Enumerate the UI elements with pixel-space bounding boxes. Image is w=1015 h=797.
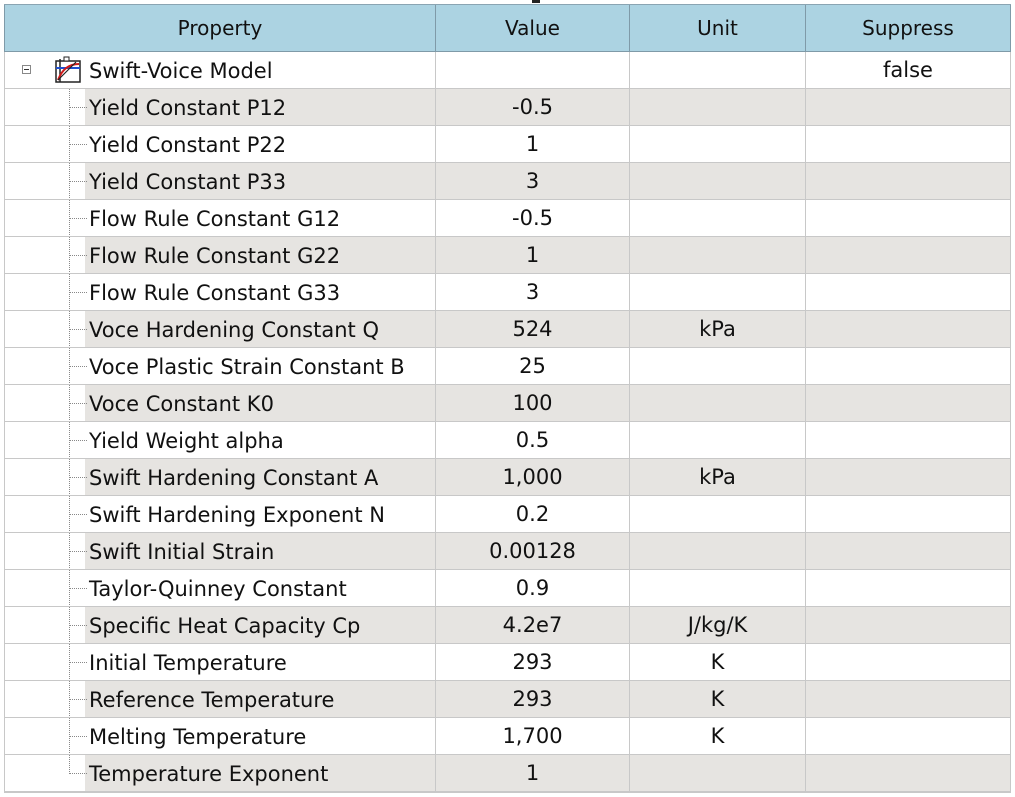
grid-bottom-border	[4, 792, 1011, 793]
property-name-cell[interactable]	[4, 496, 436, 533]
property-value-cell[interactable]: 1	[436, 755, 630, 792]
property-suppress-cell[interactable]	[806, 163, 1011, 200]
property-suppress-cell[interactable]	[806, 200, 1011, 237]
table-row[interactable]	[4, 570, 1011, 607]
tree-branch-line	[69, 366, 87, 367]
property-unit-cell[interactable]: kPa	[630, 311, 806, 348]
model-unit-cell[interactable]	[630, 52, 806, 89]
property-unit-cell[interactable]	[630, 126, 806, 163]
table-row[interactable]	[4, 496, 1011, 533]
tree-branch-line	[69, 477, 87, 478]
property-value-cell[interactable]: 293	[436, 681, 630, 718]
column-header-suppress[interactable]: Suppress	[806, 5, 1011, 52]
column-header-value[interactable]: Value	[436, 5, 630, 52]
property-label: Swift Initial Strain	[89, 539, 275, 564]
tree-branch-line	[69, 218, 87, 219]
property-name-cell[interactable]	[4, 348, 436, 385]
property-value-cell[interactable]: 1	[436, 126, 630, 163]
property-unit-cell[interactable]	[630, 385, 806, 422]
property-label: Voce Constant K0	[89, 391, 274, 416]
table-row[interactable]	[4, 200, 1011, 237]
property-suppress-cell[interactable]	[806, 237, 1011, 274]
tree-branch-line	[69, 292, 87, 293]
tree-branch-line	[69, 588, 87, 589]
table-row[interactable]	[4, 422, 1011, 459]
property-name-cell[interactable]	[4, 718, 436, 755]
table-row[interactable]	[4, 311, 1011, 348]
property-label: Flow Rule Constant G33	[89, 280, 341, 305]
property-unit-cell[interactable]	[630, 274, 806, 311]
property-suppress-cell[interactable]	[806, 89, 1011, 126]
property-suppress-cell[interactable]	[806, 311, 1011, 348]
tree-branch-line	[69, 144, 87, 145]
table-row[interactable]	[4, 385, 1011, 422]
property-label: Flow Rule Constant G12	[89, 206, 341, 231]
table-row[interactable]	[4, 755, 1011, 792]
property-unit-cell[interactable]	[630, 496, 806, 533]
property-value-cell[interactable]: 524	[436, 311, 630, 348]
property-unit-cell[interactable]: J/kg/K	[630, 607, 806, 644]
property-label: Swift Hardening Constant A	[89, 465, 379, 490]
tree-branch-line	[69, 662, 87, 663]
property-suppress-cell[interactable]	[806, 385, 1011, 422]
property-suppress-cell[interactable]	[806, 274, 1011, 311]
column-header-row	[4, 4, 1011, 52]
property-label: Voce Plastic Strain Constant B	[89, 354, 405, 379]
property-unit-cell[interactable]	[630, 348, 806, 385]
property-value-cell[interactable]: 4.2e7	[436, 607, 630, 644]
tree-branch-line	[69, 736, 87, 737]
collapse-toggle-icon[interactable]	[22, 65, 31, 74]
column-header-property[interactable]: Property	[4, 5, 436, 52]
property-label: Temperature Exponent	[89, 761, 329, 786]
property-unit-cell[interactable]: kPa	[630, 459, 806, 496]
property-value-cell[interactable]: 3	[436, 274, 630, 311]
property-suppress-cell[interactable]	[806, 607, 1011, 644]
table-row[interactable]	[4, 718, 1011, 755]
tree-branch-line	[69, 699, 87, 700]
property-unit-cell[interactable]	[630, 533, 806, 570]
property-name-cell[interactable]	[4, 311, 436, 348]
property-label: Melting Temperature	[89, 724, 307, 749]
property-suppress-cell[interactable]	[806, 422, 1011, 459]
property-unit-cell[interactable]: K	[630, 644, 806, 681]
property-name-cell[interactable]	[4, 644, 436, 681]
property-unit-cell[interactable]	[630, 755, 806, 792]
property-value-cell[interactable]: 0.2	[436, 496, 630, 533]
property-suppress-cell[interactable]	[806, 459, 1011, 496]
property-name-cell[interactable]	[4, 533, 436, 570]
property-label: Reference Temperature	[89, 687, 335, 712]
table-row[interactable]	[4, 126, 1011, 163]
property-unit-cell[interactable]	[630, 89, 806, 126]
property-name-cell[interactable]	[4, 681, 436, 718]
property-name-cell[interactable]	[4, 163, 436, 200]
tree-branch-line	[69, 107, 87, 108]
tree-branch-line	[69, 551, 87, 552]
property-name-cell[interactable]	[4, 570, 436, 607]
table-row[interactable]	[4, 459, 1011, 496]
property-name-cell[interactable]	[4, 126, 436, 163]
property-value-cell[interactable]: 1,700	[436, 718, 630, 755]
property-unit-cell[interactable]	[630, 422, 806, 459]
property-name-cell[interactable]	[4, 385, 436, 422]
resize-grip[interactable]	[532, 0, 540, 3]
property-value-cell[interactable]: 0.9	[436, 570, 630, 607]
tree-branch-line	[69, 773, 87, 774]
property-value-cell[interactable]: -0.5	[436, 200, 630, 237]
property-unit-cell[interactable]	[630, 200, 806, 237]
table-row[interactable]	[4, 644, 1011, 681]
property-name-cell[interactable]	[4, 459, 436, 496]
tree-branch-line	[69, 403, 87, 404]
table-row[interactable]	[4, 607, 1011, 644]
property-unit-cell[interactable]	[630, 570, 806, 607]
property-label: Taylor-Quinney Constant	[89, 576, 347, 601]
tree-branch-line	[69, 625, 87, 626]
tree-branch-line	[69, 440, 87, 441]
property-label: Initial Temperature	[89, 650, 287, 675]
property-value-cell[interactable]: 1,000	[436, 459, 630, 496]
property-value-cell[interactable]: 3	[436, 163, 630, 200]
material-model-icon	[54, 56, 84, 84]
property-label: Yield Constant P12	[89, 95, 287, 120]
property-label: Swift Hardening Exponent N	[89, 502, 385, 527]
property-suppress-cell[interactable]	[806, 570, 1011, 607]
property-suppress-cell[interactable]	[806, 644, 1011, 681]
table-row[interactable]	[4, 348, 1011, 385]
model-name: Swift-Voice Model	[89, 58, 273, 83]
property-value-cell[interactable]: 1	[436, 237, 630, 274]
table-row[interactable]	[4, 533, 1011, 570]
property-value-cell[interactable]: 100	[436, 385, 630, 422]
tree-branch-line	[69, 255, 87, 256]
property-unit-cell[interactable]	[630, 237, 806, 274]
property-value-cell[interactable]: 0.00128	[436, 533, 630, 570]
model-value-cell[interactable]	[436, 52, 630, 89]
model-property-cell[interactable]	[4, 52, 436, 89]
property-suppress-cell[interactable]	[806, 496, 1011, 533]
table-row[interactable]	[4, 89, 1011, 126]
property-suppress-cell[interactable]	[806, 126, 1011, 163]
property-suppress-cell[interactable]	[806, 681, 1011, 718]
property-suppress-cell[interactable]	[806, 533, 1011, 570]
property-unit-cell[interactable]: K	[630, 718, 806, 755]
property-label: Yield Weight alpha	[89, 428, 284, 453]
property-label: Yield Constant P22	[89, 132, 287, 157]
column-header-unit[interactable]: Unit	[630, 5, 806, 52]
property-name-cell[interactable]	[4, 200, 436, 237]
tree-connector-line	[69, 755, 70, 774]
property-suppress-cell[interactable]	[806, 348, 1011, 385]
property-value-cell[interactable]: 0.5	[436, 422, 630, 459]
tree-branch-line	[69, 514, 87, 515]
property-label: Voce Hardening Constant Q	[89, 317, 379, 342]
table-row[interactable]	[4, 274, 1011, 311]
property-name-cell[interactable]	[4, 274, 436, 311]
property-name-cell[interactable]	[4, 237, 436, 274]
property-label: Yield Constant P33	[89, 169, 287, 194]
property-value-cell[interactable]: 293	[436, 644, 630, 681]
property-unit-cell[interactable]	[630, 163, 806, 200]
property-name-cell[interactable]	[4, 607, 436, 644]
property-label: Specific Heat Capacity Cp	[89, 613, 361, 638]
property-value-cell[interactable]: -0.5	[436, 89, 630, 126]
property-suppress-cell[interactable]	[806, 718, 1011, 755]
property-label: Flow Rule Constant G22	[89, 243, 341, 268]
table-row[interactable]	[4, 681, 1011, 718]
property-value-cell[interactable]: 25	[436, 348, 630, 385]
tree-branch-line	[69, 329, 87, 330]
property-name-cell[interactable]	[4, 89, 436, 126]
model-suppress-cell[interactable]: false	[806, 52, 1011, 89]
property-name-cell[interactable]	[4, 755, 436, 792]
model-row[interactable]	[4, 52, 1011, 89]
table-row[interactable]	[4, 163, 1011, 200]
property-name-cell[interactable]	[4, 422, 436, 459]
property-suppress-cell[interactable]	[806, 755, 1011, 792]
tree-branch-line	[69, 181, 87, 182]
property-unit-cell[interactable]: K	[630, 681, 806, 718]
table-row[interactable]	[4, 237, 1011, 274]
